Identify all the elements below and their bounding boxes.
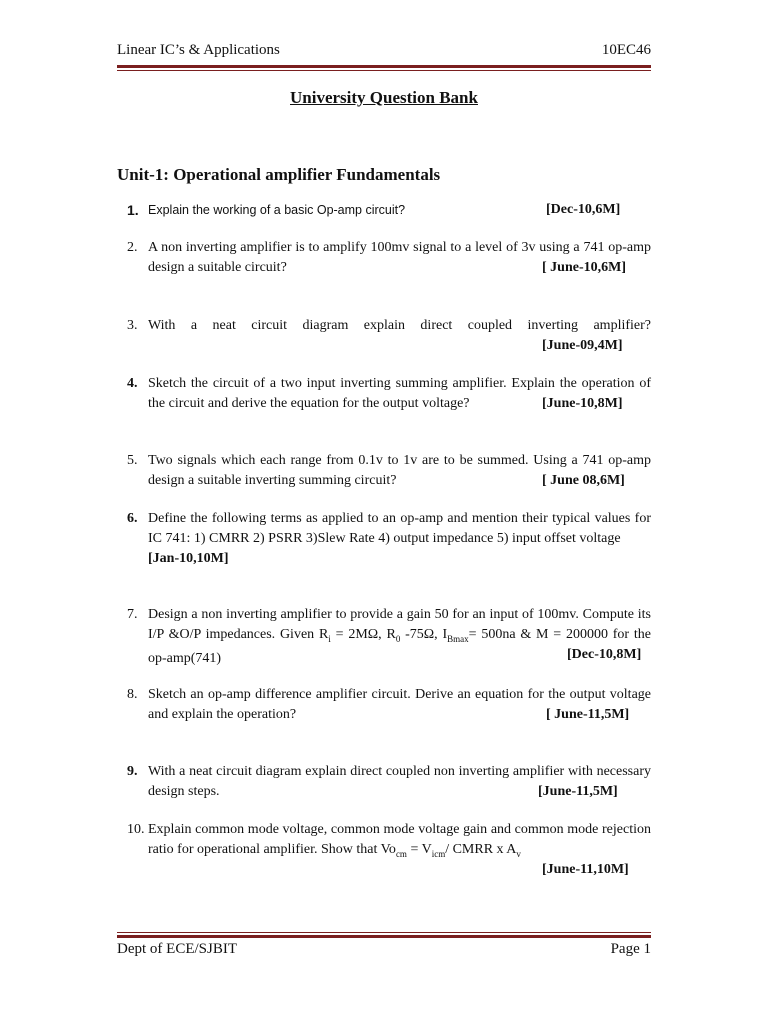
question-7-text-d: = 500na & M = 200000 for the op-amp(741) (148, 627, 651, 666)
question-1-tag: [Dec-10,6M] (546, 202, 621, 217)
question-4-text: Sketch the circuit of a two input inverting summing amplifier. Explain the operation of the circuit and derive the equation for the output voltage? (148, 376, 651, 411)
question-6-number: 6. (127, 511, 138, 526)
document-title (0, 88, 768, 108)
question-3-number: 3. (127, 318, 138, 333)
question-10-sub-cm: cm (395, 848, 407, 859)
question-5-tag: [ June 08,6M] (542, 473, 625, 488)
question-5 (148, 451, 651, 491)
footer-rule-thick (117, 935, 651, 938)
page-header (117, 42, 651, 64)
question-5-text: Two signals which each range from 0.1v to 1v are to be summed. Using a 741 op-amp design a suitable inverting summing circuit? (148, 453, 651, 488)
question-2-text: A non inverting amplifier is to amplify 100mv signal to a level of 3v using a 741 op-amp design a suitable circuit? (148, 240, 651, 275)
question-4 (148, 374, 651, 414)
header-rule-thin (117, 70, 651, 71)
question-3-text: With a neat circuit diagram explain direct coupled inverting amplifier? (148, 318, 651, 333)
unit-heading: Unit-1: Operational amplifier Fundamentals (117, 165, 441, 184)
question-8-tag: [ June-11,5M] (546, 707, 630, 722)
question-2-tag: [ June-10,6M] (542, 260, 626, 275)
question-9 (148, 762, 651, 802)
question-7-text-c: -75Ω, I (400, 627, 448, 642)
footer-dept: Dept of ECE/SJBIT (117, 941, 237, 957)
question-7-sub-0: 0 (395, 633, 401, 644)
question-10-text-a: Explain common mode voltage, common mode voltage gain and common mode rejection ratio for operational amplifier. Show that Vo (148, 822, 651, 857)
question-8 (148, 685, 651, 725)
question-9-text: With a neat circuit diagram explain direct coupled non inverting amplifier with necessary design steps. (148, 764, 651, 799)
question-7-sub-i: i (328, 633, 331, 644)
document-title-text: University Question Bank (290, 88, 478, 107)
question-4-number: 4. (127, 376, 138, 391)
question-6-text: Define the following terms as applied to an op-amp and mention their typical values for IC 741: 1) CMRR 2) PSRR 3)Slew Rate 4) output impedance 5) input offset voltage (148, 511, 651, 546)
question-9-tag: [June-11,5M] (538, 784, 618, 799)
header-rule-thick (117, 65, 651, 68)
footer-rule-thin (117, 932, 651, 933)
question-1 (148, 200, 651, 221)
question-8-number: 8. (127, 687, 138, 702)
question-1-text: Explain the working of a basic Op-amp circuit? (148, 203, 406, 217)
question-4-tag: [June-10,8M] (542, 396, 623, 411)
question-10-text-c: / CMRR x A (445, 842, 517, 857)
question-10-number: 10. (127, 822, 145, 837)
question-3 (148, 316, 651, 353)
question-10-tag: [June-11,10M] (542, 862, 629, 877)
question-10-sub-icm: icm (431, 848, 446, 859)
question-7 (148, 605, 651, 669)
header-code: 10EC46 (601, 42, 651, 58)
question-1-number: 1. (127, 202, 139, 218)
question-6-tag: [Jan-10,10M] (148, 551, 229, 566)
question-9-number: 9. (127, 764, 138, 779)
question-2 (148, 238, 651, 278)
question-7-text-b: = 2MΩ, R (330, 627, 396, 642)
question-10-sub-v: v (516, 848, 521, 859)
question-5-number: 5. (127, 453, 138, 468)
question-10 (148, 820, 651, 877)
header-subject: Linear IC’s & Applications (117, 42, 280, 58)
question-8-text: Sketch an op-amp difference amplifier circuit. Derive an equation for the output voltage and explain the operation? (148, 687, 651, 722)
question-2-number: 2. (127, 240, 138, 255)
page-footer (117, 941, 651, 961)
question-7-number: 7. (127, 607, 138, 622)
question-3-tag: [June-09,4M] (542, 338, 623, 353)
footer-page-number: Page 1 (610, 941, 651, 957)
question-7-tag: [Dec-10,8M] (567, 647, 642, 662)
question-7-text-a: Design a non inverting amplifier to provide a gain 50 for an input of 100mv. Compute its I/P &O/P impedances. Given R (148, 607, 651, 642)
question-6 (148, 509, 651, 569)
question-7-sub-bmax: Bmax (447, 633, 469, 644)
question-10-text-b: = V (406, 842, 432, 857)
